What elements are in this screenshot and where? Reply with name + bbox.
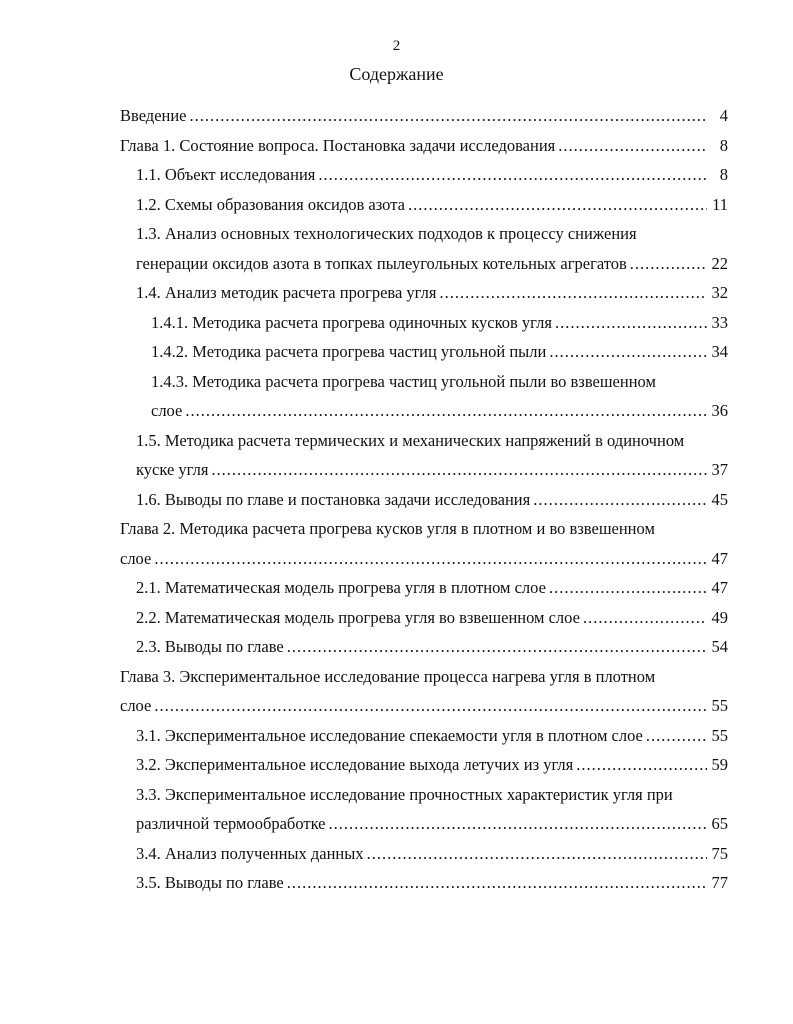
toc-entry-page: 59: [711, 755, 728, 774]
toc-entry[interactable]: [120, 131, 728, 161]
toc-entry-page: 4: [719, 106, 728, 125]
toc-entry[interactable]: [136, 278, 728, 308]
dot-leader: [190, 101, 707, 131]
toc-entry-title: 3.4. Анализ полученных данных: [136, 844, 364, 863]
toc-entry-title: 2.3. Выводы по главе: [136, 637, 284, 656]
toc-entry[interactable]: [151, 337, 728, 367]
toc-entry-page: 75: [711, 844, 728, 863]
toc-entry-page: 54: [711, 637, 728, 656]
toc-entry-title: различной термообработке: [136, 814, 326, 833]
dot-leader: [439, 278, 707, 308]
toc-entry[interactable]: [136, 809, 728, 839]
toc-entry-page: 47: [711, 549, 728, 568]
page-title: Содержание: [349, 64, 444, 84]
toc-entry-title: 1.2. Схемы образования оксидов азота: [136, 195, 405, 214]
toc-entry-title: 3.2. Экспериментальное исследование выхода летучих из угля: [136, 755, 574, 774]
toc-entry[interactable]: [136, 721, 728, 751]
toc-entry-page: 11: [712, 195, 728, 214]
toc-entry-page: 32: [711, 283, 728, 302]
toc-entry[interactable]: [136, 190, 728, 220]
toc-entry-page: 33: [711, 313, 728, 332]
toc-entry-page: 36: [711, 401, 728, 420]
toc-entry-title: 1.4.1. Методика расчета прогрева одиночных кусков угля: [151, 313, 552, 332]
toc-entry-title: 3.1. Экспериментальное исследование спекаемости угля в плотном слое: [136, 726, 643, 745]
dot-leader: [646, 721, 707, 751]
toc-entry[interactable]: [136, 632, 728, 662]
toc-entry-title: 2.1. Математическая модель прогрева угля в плотном слое: [136, 578, 546, 597]
toc-entry[interactable]: [136, 868, 728, 898]
toc-entry-title: 1.4.2. Методика расчета прогрева частиц угольной пыли: [151, 342, 547, 361]
dot-leader: [533, 485, 707, 515]
toc-entry-page: 45: [711, 490, 728, 509]
toc-entry[interactable]: [136, 839, 728, 869]
toc-entry-title: куске угля: [136, 460, 209, 479]
toc-entry-page: 47: [711, 578, 728, 597]
toc-entry-title-line1[interactable]: 1.4.3. Методика расчета прогрева частиц угольной пыли во взвешенном: [151, 372, 656, 391]
toc-entry-title: 3.5. Выводы по главе: [136, 873, 284, 892]
dot-leader: [367, 839, 707, 869]
toc-entry[interactable]: [120, 101, 728, 131]
dot-leader: [555, 308, 707, 338]
toc-entry-page: 37: [711, 460, 728, 479]
toc-entry-page: 49: [711, 608, 728, 627]
toc-entry-title: слое: [120, 549, 152, 568]
toc-entry-title-line1[interactable]: 1.3. Анализ основных технологических подходов к процессу снижения: [136, 224, 637, 243]
dot-leader: [318, 160, 707, 190]
toc-entry[interactable]: [136, 573, 728, 603]
toc-entry-title: 1.4. Анализ методик расчета прогрева угля: [136, 283, 437, 302]
toc-entry-title-line1[interactable]: Глава 2. Методика расчета прогрева кусков угля в плотном и во взвешенном: [120, 519, 655, 538]
dot-leader: [287, 632, 707, 662]
toc-entry[interactable]: [136, 750, 728, 780]
dot-leader: [549, 573, 707, 603]
toc-entry[interactable]: [136, 455, 728, 485]
toc-entry-page: 34: [711, 342, 728, 361]
toc-entry[interactable]: [136, 603, 728, 633]
dot-leader: [185, 396, 707, 426]
toc-entry[interactable]: [136, 485, 728, 515]
toc-entry-title-line1[interactable]: 1.5. Методика расчета термических и механических напряжений в одиночном: [136, 431, 685, 450]
toc-entry-title: слое: [151, 401, 183, 420]
toc-entry-title: генерации оксидов азота в топках пылеугольных котельных агрегатов: [136, 254, 627, 273]
dot-leader: [630, 249, 707, 279]
toc-entry-title-line1[interactable]: 3.3. Экспериментальное исследование прочностных характеристик угля при: [136, 785, 673, 804]
toc-entry-title: 1.6. Выводы по главе и постановка задачи исследования: [136, 490, 531, 509]
toc-entry[interactable]: [136, 249, 728, 279]
dot-leader: [558, 131, 707, 161]
toc-entry-title-line1[interactable]: Глава 3. Экспериментальное исследование процесса нагрева угля в плотном: [120, 667, 656, 686]
toc-entry[interactable]: [120, 691, 728, 721]
dot-leader: [329, 809, 707, 839]
toc-entry-page: 55: [711, 696, 728, 715]
toc-entry-page: 8: [719, 165, 728, 184]
toc-entry-page: 8: [719, 136, 728, 155]
dot-leader: [408, 190, 707, 220]
toc-entry-title: Глава 1. Состояние вопроса. Постановка задачи исследования: [120, 136, 556, 155]
dot-leader: [154, 544, 707, 574]
toc-entry-page: 22: [711, 254, 728, 273]
dot-leader: [549, 337, 707, 367]
dot-leader: [576, 750, 707, 780]
toc-entry-title: 2.2. Математическая модель прогрева угля во взвешенном слое: [136, 608, 580, 627]
dot-leader: [583, 603, 707, 633]
toc-entry-title: 1.1. Объект исследования: [136, 165, 316, 184]
toc-entry-title: Введение: [120, 106, 187, 125]
toc-entry-page: 55: [711, 726, 728, 745]
toc-entry[interactable]: [120, 544, 728, 574]
dot-leader: [154, 691, 707, 721]
toc-entry-title: слое: [120, 696, 152, 715]
toc-entry[interactable]: [151, 308, 728, 338]
dot-leader: [211, 455, 707, 485]
page-number: 2: [392, 38, 401, 54]
toc-entry[interactable]: [151, 396, 728, 426]
toc-entry-page: 65: [711, 814, 728, 833]
dot-leader: [287, 868, 707, 898]
toc-entry[interactable]: [136, 160, 728, 190]
toc-entry-page: 77: [711, 873, 728, 892]
